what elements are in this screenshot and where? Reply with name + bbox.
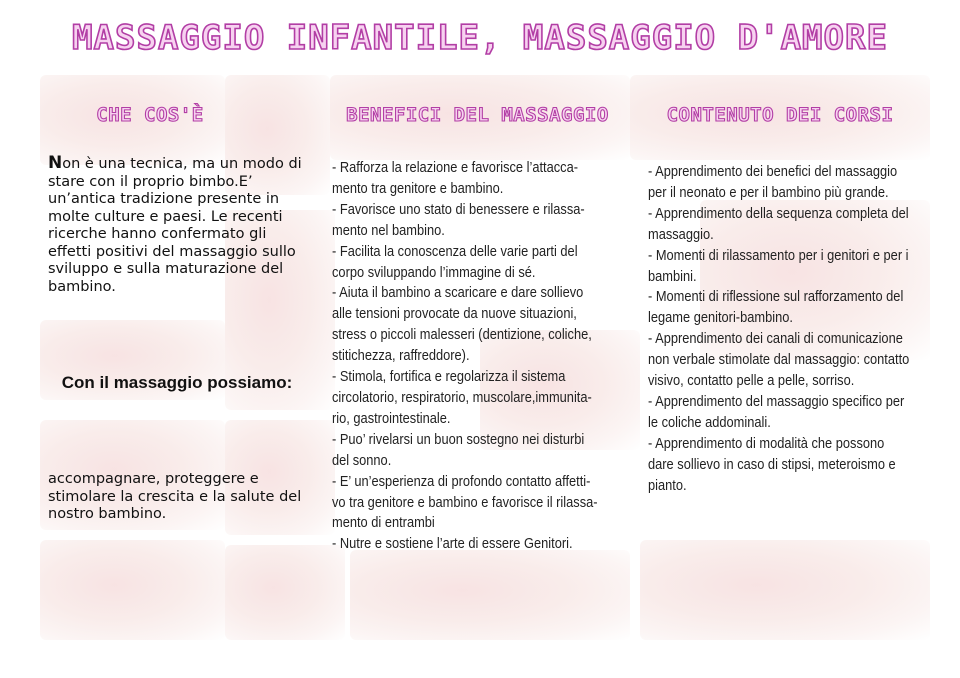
- background-photo: [640, 540, 930, 640]
- background-photo: [350, 550, 630, 640]
- contenuto-list: [648, 162, 938, 497]
- list-item: del sonno.: [332, 452, 392, 469]
- list-item: - E’ un’esperienza di profondo contatto affetti-: [332, 473, 591, 490]
- background-photo: [225, 545, 345, 640]
- list-item: mento tra genitore e bambino.: [332, 180, 504, 197]
- list-item: mento nel bambino.: [332, 222, 445, 239]
- subheading-possiamo: Con il massaggio possiamo:: [61, 373, 293, 392]
- list-item: rio, gastrointestinale.: [332, 410, 451, 427]
- list-item: visivo, contatto pelle a pelle, sorriso.: [648, 373, 855, 390]
- list-item: bambini.: [648, 268, 697, 285]
- page-title: MASSAGGIO INFANTILE, MASSAGGIO D'AMORE: [72, 18, 888, 58]
- list-item: - Facilita la conoscenza delle varie parti del: [332, 243, 578, 260]
- list-item: non verbale stimolate dal massaggio: contatto: [648, 352, 910, 369]
- list-item: alle tensioni provocate da nuove situazioni,: [332, 306, 577, 323]
- list-item: dare sollievo in caso di stipsi, meteroismo e: [648, 456, 896, 473]
- list-item: pianto.: [648, 477, 687, 494]
- list-item: corpo sviluppando l’immagine di sé.: [332, 264, 536, 281]
- intro-drop-letter: N: [48, 153, 63, 173]
- list-item: - Nutre e sostiene l’arte di essere Genitori.: [332, 536, 573, 553]
- list-item: massaggio.: [648, 226, 714, 243]
- list-item: - Apprendimento della sequenza completa del: [648, 205, 909, 222]
- list-item: - Apprendimento del massaggio specifico per: [648, 393, 905, 410]
- list-item: - Favorisce uno stato di benessere e rilassa-: [332, 201, 585, 218]
- list-item: stitichezza, raffreddore).: [332, 348, 470, 365]
- list-item: stress o piccoli malesseri (dentizione, coliche,: [332, 327, 592, 344]
- list-item: circolatorio, respiratorio, muscolare,immunita-: [332, 389, 592, 406]
- benefici-list: [332, 158, 631, 555]
- list-item: - Apprendimento dei canali di comunicazione: [648, 331, 903, 348]
- list-item: vo tra genitore e bambino e favorisce il rilassa-: [332, 494, 598, 511]
- heading-che-cose: CHE COS'È: [96, 104, 204, 126]
- list-item: - Momenti di rilassamento per i genitori e per i: [648, 247, 909, 264]
- heading-benefici: BENEFICI DEL MASSAGGIO: [346, 104, 609, 126]
- list-item: - Momenti di riflessione sul rafforzamento del: [648, 289, 904, 306]
- list-item: per il neonato e per il bambino più grande.: [648, 184, 889, 201]
- list-item: le coliche addominali.: [648, 414, 771, 431]
- list-item: - Apprendimento dei benefici del massaggio: [648, 164, 898, 180]
- list-item: - Rafforza la relazione e favorisce l’attacca-: [332, 160, 579, 176]
- heading-contenuto: CONTENUTO DEI CORSI: [666, 104, 894, 126]
- background-photo: [40, 540, 225, 640]
- list-item: - Puo’ rivelarsi un buon sostegno nei disturbi: [332, 431, 585, 448]
- list-item: - Apprendimento di modalità che possono: [648, 435, 885, 452]
- closing-paragraph: accompagnare, proteggere e stimolare la crescita e la salute del nostro bambino.: [48, 471, 302, 522]
- intro-paragraph: [48, 155, 306, 296]
- list-item: - Stimola, fortifica e regolarizza il sistema: [332, 369, 566, 386]
- list-item: legame genitori-bambino.: [648, 310, 793, 327]
- list-item: mento di entrambi: [332, 515, 435, 532]
- list-item: - Aiuta il bambino a scaricare e dare sollievo: [332, 285, 584, 302]
- intro-text: on è una tecnica, ma un modo di stare con il proprio bimbo.E’ un’antica tradizione presente in molte culture e paesi. Le recenti ricerche hanno confermato gli effetti positivi del massaggio sullo sviluppo e sulla maturazione del bambino.: [48, 156, 302, 295]
